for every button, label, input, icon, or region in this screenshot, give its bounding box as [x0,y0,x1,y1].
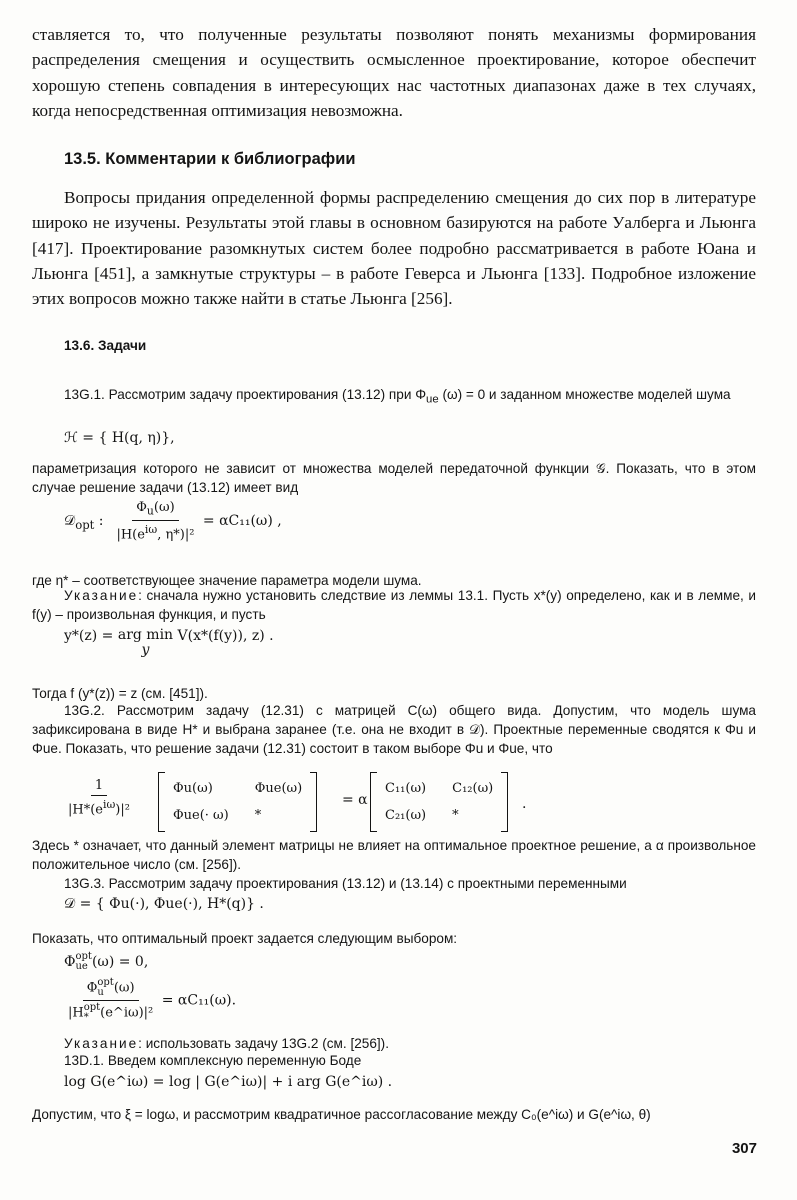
matrix-entry: Φu(ω) [173,781,213,796]
problem-13g1-parametrization: параметризация которого не зависит от множества моделей передаточной функции 𝒢. Показать, что в этом случае решение задачи (13.12) имеет вид [32,461,756,495]
problem-13g1-conclusion: Тогда f (y*(z)) = z (см. [451]). [32,686,208,701]
problem-13d1-last-line: Допустим, что ξ = logω, и рассмотрим квадратичное рассогласование между C₀(e^iω) и G(e^iω, θ) [32,1107,651,1122]
top-paragraph: ставляется то, что полученные результаты позволяют понять механизмы формирования распределения смещения и осуществить осмысленное проектирование, которое обеспечит хорошую степень совпадения в интересующих нас частотных диапазонах даже в тех случаях, когда непосредственная оптимизация невозможна. [32,25,756,120]
problem-13g1-intro: 13G.1. Рассмотрим задачу проектирования (13.12) при $\Phi_{ue}$ (ω) = 0 и заданном множестве моделей шума [64,387,731,406]
problem-13g2-intro: 13G.2. Рассмотрим задачу (12.31) с матрицей C(ω) общего вида. Допустим, что модель шума зафиксирована в виде H* и выбрана заранее (т.е. она не входит в 𝒟). Проектные переменные сводятся к Φu и Φue. Показать, что решение задачи (12.31) состоит в таком выборе Φu и Φue, что [32,703,756,756]
matrix-entry: Φue(ω) [254,781,303,796]
matrix-period: . [522,796,527,812]
matrix-entry: Φue(· ω) [173,808,229,823]
section-13-5-title: 13.5. Комментарии к библиографии [64,150,356,168]
problem-13g3-show: Показать, что оптимальный проект задается следующим выбором: [32,931,458,946]
page-number: 307 [731,1140,757,1157]
optimal-cross-spectrum: Φ opt ue (ω) = 0, [64,951,149,972]
design-variables-set: 𝒟 = { Φu(·), Φue(·), H*(q)} . [64,896,264,912]
matrix-entry: C₁₁(ω) [385,781,427,796]
problem-13g3-intro: 13G.3. Рассмотрим задачу проектирования (13.12) и (13.14) с проектными переменными [64,876,627,891]
section-13-6-title: 13.6. Задачи [64,338,147,353]
matrix-entry: C₁₂(ω) [452,781,494,796]
noise-model-set: ℋ = { H(q, η)}, [64,430,175,446]
problem-13g2-note: Здесь * означает, что данный элемент матрицы не влияет на оптимальное проектное решение, а α произвольное положительное число (см. [256]). [32,838,756,872]
problem-13g3-hint: Указание: использовать задачу 13G.2 (см. [256]). [64,1036,389,1051]
cost-matrix-entries [377,781,501,823]
argmin-equation: y*(z) = arg min y V(x*(f(y)), z) . [64,627,274,658]
optimal-design-fraction: $\frac{\Phi_u(\omega)}{|H(e^{i\omega}, \eta*)|^2}$ [116,500,195,542]
noise-param-note: где η* – соответствующее значение параметра модели шума. [32,573,422,588]
matrix-entry: C₂₁(ω) [385,808,427,823]
matrix-fraction: $\frac{1}{|H*(e^{i\omega})|^2}$ [68,778,130,818]
problem-13d1-intro: 13D.1. Введем комплексную переменную Боде [64,1053,362,1068]
alpha-equals: = α [342,792,368,808]
optimal-design-equation: 𝒟$_{opt}$ : $\frac{\Phi_u(\omega)}{|H(e^{i\omega}, \eta*)|^2}$ = αC₁₁(ω) , [64,500,282,542]
matrix-entry: * [254,808,262,823]
bode-log-equation: log G(e^iω) = log | G(e^iω)| + i arg G(e^iω) . [64,1074,393,1090]
cost-matrix [370,772,508,832]
spectrum-matrix-entries [165,781,310,823]
optimal-input-spectrum: Φ opt u (ω) |H opt * (e^iω)|² = αC₁₁(ω). [68,977,237,1023]
matrix-entry: * [452,808,459,823]
section-13-5-paragraph: Вопросы придания определенной формы распределению смещения до сих пор в литературе широко не изучены. Результаты этой главы в основном базируются на работе Уалберга и Льюнга [417]. Проектирование разомкнутых систем более подробно рассматривается в работе Юана и Льюнга [451], а замкнутые структуры – в работе Геверса и Льюнга [133]. Подробное изложение этих вопросов можно также найти в статье Льюнга [256]. [32,188,756,309]
problem-13g1-hint: Указание: сначала нужно установить следствие из леммы 13.1. Пусть x*(y) определено, как и в лемме, и f(y) – произвольная функция, и пусть [32,588,756,622]
spectrum-matrix [158,772,317,832]
